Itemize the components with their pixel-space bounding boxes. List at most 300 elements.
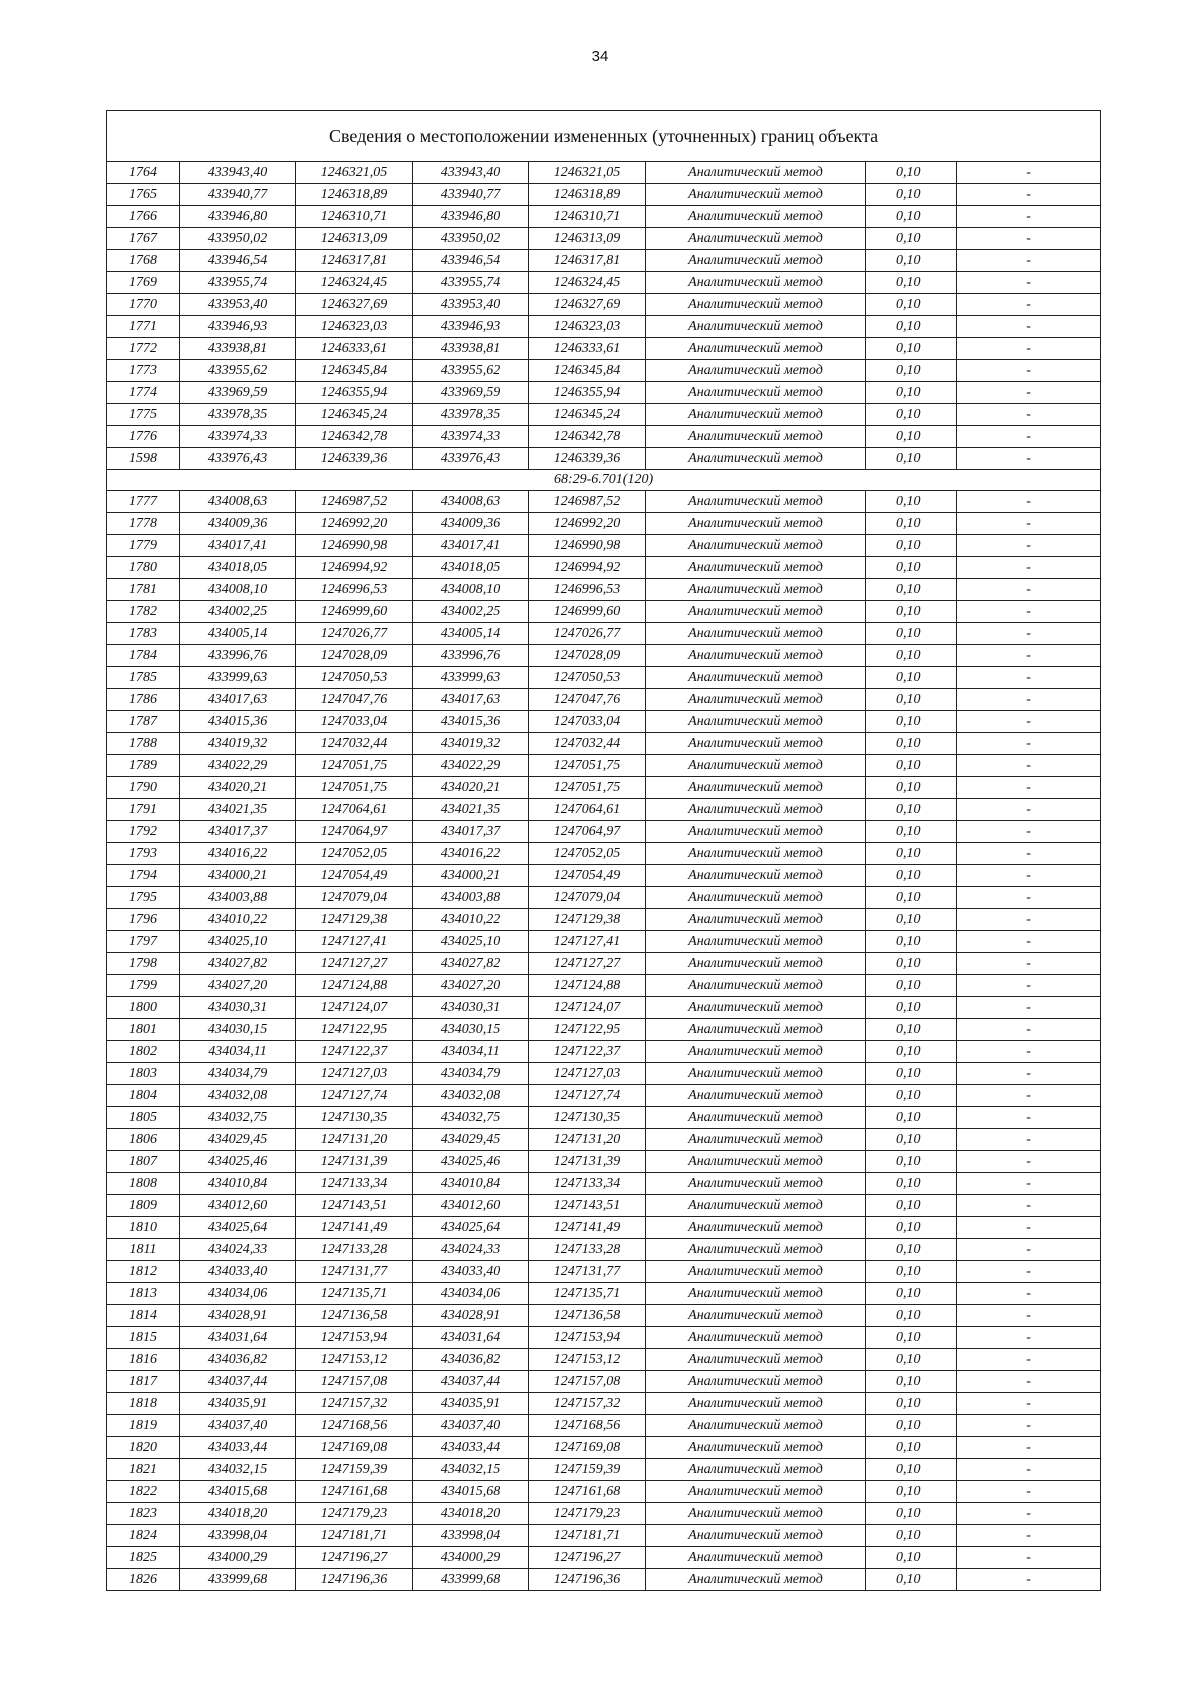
accuracy-cell: 0,10 xyxy=(866,1481,957,1503)
x-new-cell: 434025,10 xyxy=(413,931,529,953)
point-number-cell: 1778 xyxy=(107,513,180,535)
point-number-cell: 1805 xyxy=(107,1107,180,1129)
y-existing-cell: 1247153,94 xyxy=(296,1327,413,1349)
x-existing-cell: 434002,25 xyxy=(180,601,296,623)
point-number-cell: 1807 xyxy=(107,1151,180,1173)
point-number-cell: 1814 xyxy=(107,1305,180,1327)
x-new-cell: 433955,74 xyxy=(413,272,529,294)
table-row xyxy=(107,1151,1101,1173)
x-new-cell: 434010,22 xyxy=(413,909,529,931)
y-existing-cell: 1246994,92 xyxy=(296,557,413,579)
x-existing-cell: 434037,40 xyxy=(180,1415,296,1437)
accuracy-cell: 0,10 xyxy=(866,865,957,887)
y-new-cell: 1247122,95 xyxy=(529,1019,646,1041)
accuracy-cell: 0,10 xyxy=(866,755,957,777)
table-row xyxy=(107,1283,1101,1305)
table-row xyxy=(107,1239,1101,1261)
point-number-cell: 1768 xyxy=(107,250,180,272)
method-cell: Аналитический метод xyxy=(646,162,866,184)
y-new-cell: 1247026,77 xyxy=(529,623,646,645)
y-existing-cell: 1247196,27 xyxy=(296,1547,413,1569)
method-cell: Аналитический метод xyxy=(646,1217,866,1239)
x-new-cell: 434005,14 xyxy=(413,623,529,645)
point-number-cell: 1771 xyxy=(107,316,180,338)
note-cell: - xyxy=(957,1151,1101,1173)
note-cell: - xyxy=(957,316,1101,338)
method-cell: Аналитический метод xyxy=(646,448,866,470)
point-number-cell: 1791 xyxy=(107,799,180,821)
x-existing-cell: 434020,21 xyxy=(180,777,296,799)
table-row xyxy=(107,1085,1101,1107)
y-existing-cell: 1247032,44 xyxy=(296,733,413,755)
y-existing-cell: 1247133,34 xyxy=(296,1173,413,1195)
accuracy-cell: 0,10 xyxy=(866,997,957,1019)
note-cell: - xyxy=(957,975,1101,997)
y-new-cell: 1247153,94 xyxy=(529,1327,646,1349)
x-existing-cell: 434019,32 xyxy=(180,733,296,755)
accuracy-cell: 0,10 xyxy=(866,843,957,865)
point-number-cell: 1818 xyxy=(107,1393,180,1415)
accuracy-cell: 0,10 xyxy=(866,689,957,711)
table-title-row xyxy=(107,111,1101,162)
x-existing-cell: 433938,81 xyxy=(180,338,296,360)
x-new-cell: 434017,63 xyxy=(413,689,529,711)
x-new-cell: 434015,36 xyxy=(413,711,529,733)
table-row xyxy=(107,382,1101,404)
table-row xyxy=(107,887,1101,909)
y-existing-cell: 1247196,36 xyxy=(296,1569,413,1591)
x-existing-cell: 433998,04 xyxy=(180,1525,296,1547)
y-new-cell: 1247050,53 xyxy=(529,667,646,689)
accuracy-cell: 0,10 xyxy=(866,1393,957,1415)
point-number-cell: 1796 xyxy=(107,909,180,931)
accuracy-cell: 0,10 xyxy=(866,1305,957,1327)
y-new-cell: 1246992,20 xyxy=(529,513,646,535)
accuracy-cell: 0,10 xyxy=(866,1459,957,1481)
y-existing-cell: 1247122,37 xyxy=(296,1041,413,1063)
accuracy-cell: 0,10 xyxy=(866,777,957,799)
y-existing-cell: 1247179,23 xyxy=(296,1503,413,1525)
method-cell: Аналитический метод xyxy=(646,206,866,228)
note-cell: - xyxy=(957,1569,1101,1591)
x-existing-cell: 434028,91 xyxy=(180,1305,296,1327)
point-number-cell: 1801 xyxy=(107,1019,180,1041)
accuracy-cell: 0,10 xyxy=(866,1239,957,1261)
y-new-cell: 1247028,09 xyxy=(529,645,646,667)
note-cell: - xyxy=(957,1019,1101,1041)
table-row xyxy=(107,689,1101,711)
note-cell: - xyxy=(957,1503,1101,1525)
y-new-cell: 1246321,05 xyxy=(529,162,646,184)
x-existing-cell: 434031,64 xyxy=(180,1327,296,1349)
y-existing-cell: 1246333,61 xyxy=(296,338,413,360)
y-existing-cell: 1246987,52 xyxy=(296,491,413,513)
table-row xyxy=(107,1459,1101,1481)
method-cell: Аналитический метод xyxy=(646,799,866,821)
accuracy-cell: 0,10 xyxy=(866,579,957,601)
note-cell: - xyxy=(957,623,1101,645)
x-existing-cell: 434025,10 xyxy=(180,931,296,953)
x-existing-cell: 433969,59 xyxy=(180,382,296,404)
x-new-cell: 433969,59 xyxy=(413,382,529,404)
x-existing-cell: 434025,64 xyxy=(180,1217,296,1239)
y-existing-cell: 1247051,75 xyxy=(296,755,413,777)
x-existing-cell: 433946,54 xyxy=(180,250,296,272)
table-row xyxy=(107,645,1101,667)
y-new-cell: 1247131,20 xyxy=(529,1129,646,1151)
accuracy-cell: 0,10 xyxy=(866,1569,957,1591)
accuracy-cell: 0,10 xyxy=(866,601,957,623)
point-number-cell: 1806 xyxy=(107,1129,180,1151)
y-new-cell: 1247033,04 xyxy=(529,711,646,733)
point-number-cell: 1790 xyxy=(107,777,180,799)
table-row xyxy=(107,404,1101,426)
table-row xyxy=(107,250,1101,272)
x-new-cell: 434027,20 xyxy=(413,975,529,997)
x-new-cell: 434019,32 xyxy=(413,733,529,755)
y-existing-cell: 1246321,05 xyxy=(296,162,413,184)
y-existing-cell: 1247169,08 xyxy=(296,1437,413,1459)
x-existing-cell: 434029,45 xyxy=(180,1129,296,1151)
note-cell: - xyxy=(957,645,1101,667)
note-cell: - xyxy=(957,1393,1101,1415)
y-new-cell: 1246310,71 xyxy=(529,206,646,228)
y-new-cell: 1246324,45 xyxy=(529,272,646,294)
x-new-cell: 434008,10 xyxy=(413,579,529,601)
table-row xyxy=(107,799,1101,821)
x-existing-cell: 434027,20 xyxy=(180,975,296,997)
y-existing-cell: 1247064,61 xyxy=(296,799,413,821)
method-cell: Аналитический метод xyxy=(646,1459,866,1481)
table-row xyxy=(107,1327,1101,1349)
method-cell: Аналитический метод xyxy=(646,997,866,1019)
point-number-cell: 1782 xyxy=(107,601,180,623)
x-existing-cell: 434017,37 xyxy=(180,821,296,843)
x-existing-cell: 433953,40 xyxy=(180,294,296,316)
note-cell: - xyxy=(957,711,1101,733)
point-number-cell: 1769 xyxy=(107,272,180,294)
accuracy-cell: 0,10 xyxy=(866,1349,957,1371)
point-number-cell: 1817 xyxy=(107,1371,180,1393)
table-row xyxy=(107,1019,1101,1041)
x-existing-cell: 434017,41 xyxy=(180,535,296,557)
y-new-cell: 1247127,41 xyxy=(529,931,646,953)
method-cell: Аналитический метод xyxy=(646,1569,866,1591)
table-row xyxy=(107,1481,1101,1503)
point-number-cell: 1792 xyxy=(107,821,180,843)
x-existing-cell: 434021,35 xyxy=(180,799,296,821)
table-row xyxy=(107,755,1101,777)
method-cell: Аналитический метод xyxy=(646,1283,866,1305)
note-cell: - xyxy=(957,404,1101,426)
y-new-cell: 1246318,89 xyxy=(529,184,646,206)
y-existing-cell: 1246317,81 xyxy=(296,250,413,272)
y-new-cell: 1247196,36 xyxy=(529,1569,646,1591)
y-new-cell: 1246313,09 xyxy=(529,228,646,250)
y-existing-cell: 1247026,77 xyxy=(296,623,413,645)
y-existing-cell: 1247153,12 xyxy=(296,1349,413,1371)
table-row xyxy=(107,975,1101,997)
accuracy-cell: 0,10 xyxy=(866,360,957,382)
y-existing-cell: 1247079,04 xyxy=(296,887,413,909)
table-row xyxy=(107,623,1101,645)
accuracy-cell: 0,10 xyxy=(866,623,957,645)
x-existing-cell: 434035,91 xyxy=(180,1393,296,1415)
x-new-cell: 433998,04 xyxy=(413,1525,529,1547)
method-cell: Аналитический метод xyxy=(646,1481,866,1503)
accuracy-cell: 0,10 xyxy=(866,909,957,931)
note-cell: - xyxy=(957,228,1101,250)
method-cell: Аналитический метод xyxy=(646,1503,866,1525)
x-new-cell: 434000,29 xyxy=(413,1547,529,1569)
x-existing-cell: 433950,02 xyxy=(180,228,296,250)
y-existing-cell: 1247161,68 xyxy=(296,1481,413,1503)
point-number-cell: 1809 xyxy=(107,1195,180,1217)
table-row xyxy=(107,272,1101,294)
y-existing-cell: 1247127,03 xyxy=(296,1063,413,1085)
x-new-cell: 434030,15 xyxy=(413,1019,529,1041)
table-row xyxy=(107,1195,1101,1217)
y-existing-cell: 1247127,27 xyxy=(296,953,413,975)
accuracy-cell: 0,10 xyxy=(866,1085,957,1107)
x-existing-cell: 434032,08 xyxy=(180,1085,296,1107)
note-cell: - xyxy=(957,1261,1101,1283)
point-number-cell: 1777 xyxy=(107,491,180,513)
x-existing-cell: 433976,43 xyxy=(180,448,296,470)
table-row xyxy=(107,997,1101,1019)
y-existing-cell: 1246999,60 xyxy=(296,601,413,623)
note-cell: - xyxy=(957,601,1101,623)
point-number-cell: 1800 xyxy=(107,997,180,1019)
x-existing-cell: 434003,88 xyxy=(180,887,296,909)
method-cell: Аналитический метод xyxy=(646,579,866,601)
x-new-cell: 433946,93 xyxy=(413,316,529,338)
x-new-cell: 434002,25 xyxy=(413,601,529,623)
method-cell: Аналитический метод xyxy=(646,1041,866,1063)
table-row xyxy=(107,513,1101,535)
table-row xyxy=(107,601,1101,623)
point-number-cell: 1781 xyxy=(107,579,180,601)
x-existing-cell: 434022,29 xyxy=(180,755,296,777)
y-new-cell: 1247136,58 xyxy=(529,1305,646,1327)
point-number-cell: 1765 xyxy=(107,184,180,206)
method-cell: Аналитический метод xyxy=(646,557,866,579)
table-row xyxy=(107,535,1101,557)
point-number-cell: 1824 xyxy=(107,1525,180,1547)
note-cell: - xyxy=(957,1415,1101,1437)
x-new-cell: 434017,41 xyxy=(413,535,529,557)
accuracy-cell: 0,10 xyxy=(866,1503,957,1525)
note-cell: - xyxy=(957,667,1101,689)
x-existing-cell: 433940,77 xyxy=(180,184,296,206)
method-cell: Аналитический метод xyxy=(646,1393,866,1415)
note-cell: - xyxy=(957,931,1101,953)
y-existing-cell: 1247064,97 xyxy=(296,821,413,843)
y-existing-cell: 1247051,75 xyxy=(296,777,413,799)
note-cell: - xyxy=(957,953,1101,975)
x-new-cell: 434016,22 xyxy=(413,843,529,865)
x-new-cell: 434033,40 xyxy=(413,1261,529,1283)
y-new-cell: 1247181,71 xyxy=(529,1525,646,1547)
point-number-cell: 1823 xyxy=(107,1503,180,1525)
note-cell: - xyxy=(957,1547,1101,1569)
y-new-cell: 1246339,36 xyxy=(529,448,646,470)
y-existing-cell: 1247135,71 xyxy=(296,1283,413,1305)
y-existing-cell: 1246327,69 xyxy=(296,294,413,316)
x-new-cell: 433999,68 xyxy=(413,1569,529,1591)
note-cell: - xyxy=(957,1195,1101,1217)
point-number-cell: 1825 xyxy=(107,1547,180,1569)
point-number-cell: 1776 xyxy=(107,426,180,448)
accuracy-cell: 0,10 xyxy=(866,1129,957,1151)
method-cell: Аналитический метод xyxy=(646,843,866,865)
accuracy-cell: 0,10 xyxy=(866,667,957,689)
method-cell: Аналитический метод xyxy=(646,338,866,360)
y-new-cell: 1247168,56 xyxy=(529,1415,646,1437)
x-existing-cell: 434015,36 xyxy=(180,711,296,733)
y-new-cell: 1247133,34 xyxy=(529,1173,646,1195)
method-cell: Аналитический метод xyxy=(646,689,866,711)
method-cell: Аналитический метод xyxy=(646,953,866,975)
note-cell: - xyxy=(957,338,1101,360)
point-number-cell: 1766 xyxy=(107,206,180,228)
table-row xyxy=(107,909,1101,931)
note-cell: - xyxy=(957,1525,1101,1547)
y-existing-cell: 1247050,53 xyxy=(296,667,413,689)
method-cell: Аналитический метод xyxy=(646,645,866,667)
accuracy-cell: 0,10 xyxy=(866,557,957,579)
method-cell: Аналитический метод xyxy=(646,1547,866,1569)
note-cell: - xyxy=(957,843,1101,865)
x-new-cell: 434037,40 xyxy=(413,1415,529,1437)
x-new-cell: 434031,64 xyxy=(413,1327,529,1349)
table-row xyxy=(107,360,1101,382)
accuracy-cell: 0,10 xyxy=(866,1261,957,1283)
page-number: 34 xyxy=(591,48,609,65)
note-cell: - xyxy=(957,1305,1101,1327)
method-cell: Аналитический метод xyxy=(646,1107,866,1129)
note-cell: - xyxy=(957,1085,1101,1107)
accuracy-cell: 0,10 xyxy=(866,1283,957,1305)
y-existing-cell: 1247052,05 xyxy=(296,843,413,865)
y-existing-cell: 1247127,41 xyxy=(296,931,413,953)
x-existing-cell: 433946,93 xyxy=(180,316,296,338)
table-row xyxy=(107,338,1101,360)
table-row xyxy=(107,711,1101,733)
table-row xyxy=(107,316,1101,338)
point-number-cell: 1808 xyxy=(107,1173,180,1195)
x-new-cell: 433938,81 xyxy=(413,338,529,360)
y-new-cell: 1247135,71 xyxy=(529,1283,646,1305)
y-existing-cell: 1247157,32 xyxy=(296,1393,413,1415)
accuracy-cell: 0,10 xyxy=(866,184,957,206)
table-row xyxy=(107,1437,1101,1459)
x-existing-cell: 434000,29 xyxy=(180,1547,296,1569)
point-number-cell: 1598 xyxy=(107,448,180,470)
y-new-cell: 1247124,07 xyxy=(529,997,646,1019)
x-existing-cell: 433974,33 xyxy=(180,426,296,448)
point-number-cell: 1822 xyxy=(107,1481,180,1503)
note-cell: - xyxy=(957,755,1101,777)
x-new-cell: 434012,60 xyxy=(413,1195,529,1217)
x-new-cell: 434010,84 xyxy=(413,1173,529,1195)
method-cell: Аналитический метод xyxy=(646,1173,866,1195)
y-existing-cell: 1246342,78 xyxy=(296,426,413,448)
point-number-cell: 1816 xyxy=(107,1349,180,1371)
y-new-cell: 1247064,97 xyxy=(529,821,646,843)
y-existing-cell: 1246990,98 xyxy=(296,535,413,557)
x-new-cell: 434020,21 xyxy=(413,777,529,799)
accuracy-cell: 0,10 xyxy=(866,711,957,733)
method-cell: Аналитический метод xyxy=(646,316,866,338)
table-row xyxy=(107,1217,1101,1239)
y-existing-cell: 1246992,20 xyxy=(296,513,413,535)
y-new-cell: 1247122,37 xyxy=(529,1041,646,1063)
point-number-cell: 1820 xyxy=(107,1437,180,1459)
y-existing-cell: 1247159,39 xyxy=(296,1459,413,1481)
x-existing-cell: 434034,11 xyxy=(180,1041,296,1063)
accuracy-cell: 0,10 xyxy=(866,1151,957,1173)
table-row xyxy=(107,1063,1101,1085)
x-existing-cell: 434032,75 xyxy=(180,1107,296,1129)
accuracy-cell: 0,10 xyxy=(866,953,957,975)
point-number-cell: 1810 xyxy=(107,1217,180,1239)
point-number-cell: 1793 xyxy=(107,843,180,865)
note-cell: - xyxy=(957,1217,1101,1239)
method-cell: Аналитический метод xyxy=(646,909,866,931)
x-existing-cell: 434033,44 xyxy=(180,1437,296,1459)
x-existing-cell: 434024,33 xyxy=(180,1239,296,1261)
accuracy-cell: 0,10 xyxy=(866,272,957,294)
x-new-cell: 434024,33 xyxy=(413,1239,529,1261)
method-cell: Аналитический метод xyxy=(646,623,866,645)
y-existing-cell: 1247127,74 xyxy=(296,1085,413,1107)
x-new-cell: 434037,44 xyxy=(413,1371,529,1393)
point-number-cell: 1779 xyxy=(107,535,180,557)
y-existing-cell: 1247054,49 xyxy=(296,865,413,887)
x-new-cell: 434003,88 xyxy=(413,887,529,909)
point-number-cell: 1794 xyxy=(107,865,180,887)
x-new-cell: 433943,40 xyxy=(413,162,529,184)
y-existing-cell: 1247124,88 xyxy=(296,975,413,997)
x-existing-cell: 434005,14 xyxy=(180,623,296,645)
point-number-cell: 1773 xyxy=(107,360,180,382)
point-number-cell: 1788 xyxy=(107,733,180,755)
note-cell: - xyxy=(957,513,1101,535)
method-cell: Аналитический метод xyxy=(646,184,866,206)
y-new-cell: 1247159,39 xyxy=(529,1459,646,1481)
x-new-cell: 434017,37 xyxy=(413,821,529,843)
x-new-cell: 434015,68 xyxy=(413,1481,529,1503)
x-new-cell: 434000,21 xyxy=(413,865,529,887)
y-new-cell: 1247052,05 xyxy=(529,843,646,865)
point-number-cell: 1811 xyxy=(107,1239,180,1261)
method-cell: Аналитический метод xyxy=(646,1525,866,1547)
x-existing-cell: 434030,31 xyxy=(180,997,296,1019)
method-cell: Аналитический метод xyxy=(646,755,866,777)
method-cell: Аналитический метод xyxy=(646,667,866,689)
accuracy-cell: 0,10 xyxy=(866,1041,957,1063)
note-cell: - xyxy=(957,382,1101,404)
x-existing-cell: 434036,82 xyxy=(180,1349,296,1371)
y-existing-cell: 1247122,95 xyxy=(296,1019,413,1041)
method-cell: Аналитический метод xyxy=(646,821,866,843)
y-new-cell: 1247032,44 xyxy=(529,733,646,755)
x-new-cell: 434032,75 xyxy=(413,1107,529,1129)
note-cell: - xyxy=(957,557,1101,579)
y-new-cell: 1247169,08 xyxy=(529,1437,646,1459)
y-new-cell: 1246990,98 xyxy=(529,535,646,557)
